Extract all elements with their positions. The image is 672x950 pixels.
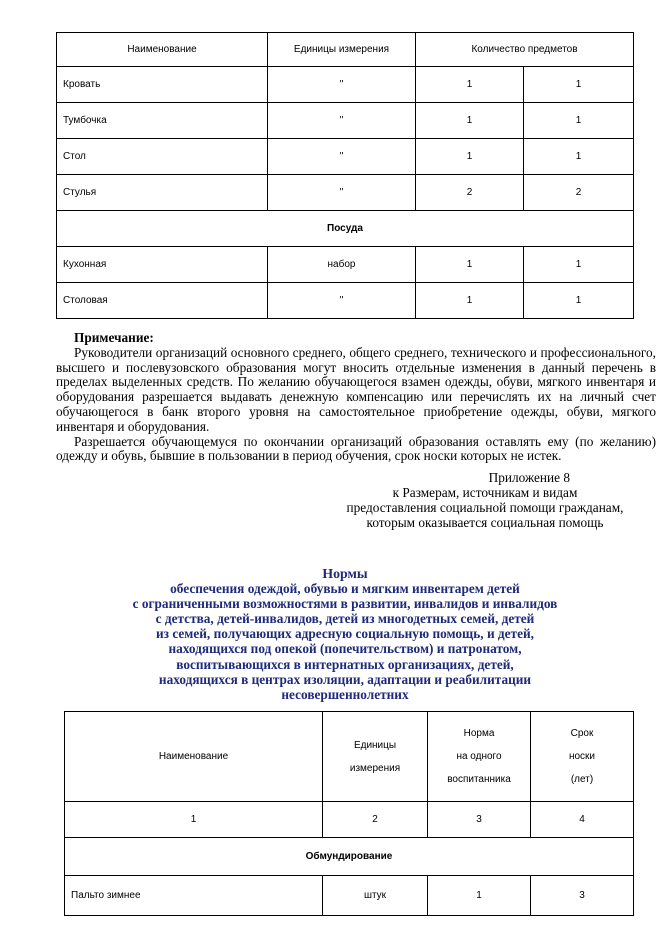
col-number: 3: [428, 802, 531, 838]
row-units: штук: [323, 876, 428, 916]
header-units-line: измерения: [349, 762, 401, 774]
section-row: [57, 211, 634, 247]
column-number-row: [65, 802, 634, 838]
note-paragraph-2: Разрешается обучающемуся по окончании организаций образования оставлять ему (по желанию) одежду и обувь, бывшие в пользовании в период обучения, срок носки которых не истек.: [56, 433, 656, 464]
header-norm-line: воспитанника: [447, 774, 511, 785]
row-qty-1: 2: [416, 175, 524, 211]
row-qty-1: 1: [416, 139, 524, 175]
table-header-row: [57, 33, 634, 67]
row-qty-2: 1: [524, 283, 634, 319]
norms-line: воспитывающихся в интернатных организациях, детей,: [176, 656, 514, 672]
norms-line: находящихся в центрах изоляции, адаптации и реабилитации: [158, 671, 532, 687]
row-term: 3: [531, 876, 634, 916]
table-row: [57, 139, 634, 175]
section-row: [65, 838, 634, 876]
row-name: Кровать: [57, 67, 268, 103]
norms-line: с детства, детей-инвалидов, детей из многодетных семей, детей: [155, 611, 535, 627]
norms-table: [64, 711, 634, 916]
header-units: [323, 712, 428, 802]
table-row: [65, 876, 634, 916]
header-name: Наименование: [65, 712, 323, 802]
row-qty-1: 1: [416, 283, 524, 319]
row-qty-1: 1: [416, 247, 524, 283]
table-row: [57, 67, 634, 103]
header-quantity: Количество предметов: [416, 33, 634, 67]
table-row: [57, 103, 634, 139]
appendix-line: предоставления социальной помощи гражданам,: [346, 500, 624, 515]
row-units: ": [268, 67, 416, 103]
note-title: Примечание:: [74, 330, 154, 345]
appendix-line: к Размерам, источникам и видам: [392, 485, 578, 500]
header-term: [531, 712, 634, 802]
appendix-number: Приложение 8: [488, 470, 570, 485]
header-term-line: носки: [568, 751, 596, 762]
note-block: [56, 331, 656, 464]
row-name: Столовая: [57, 283, 268, 319]
norms-heading: [60, 566, 630, 702]
norms-title: Нормы: [322, 566, 368, 581]
header-name: Наименование: [57, 33, 268, 67]
row-name: Стулья: [57, 175, 268, 211]
row-name: Стол: [57, 139, 268, 175]
row-qty-1: 1: [416, 103, 524, 139]
col-number: 1: [65, 802, 323, 838]
row-qty-2: 1: [524, 139, 634, 175]
table-row: [57, 247, 634, 283]
norms-line: несовершеннолетних: [281, 686, 409, 702]
header-units: Единицы измерения: [268, 33, 416, 67]
header-norm-line: Норма: [463, 728, 495, 739]
row-norm: 1: [428, 876, 531, 916]
row-name: Пальто зимнее: [65, 876, 323, 916]
col-number: 2: [323, 802, 428, 838]
row-units: набор: [268, 247, 416, 283]
row-qty-2: 1: [524, 67, 634, 103]
header-term-line: (лет): [570, 774, 594, 785]
row-qty-2: 1: [524, 247, 634, 283]
row-units: ": [268, 175, 416, 211]
norms-line: находящихся под опекой (попечительством) и патронатом,: [168, 641, 522, 657]
header-norm: [428, 712, 531, 802]
row-units: ": [268, 283, 416, 319]
section-title: Обмундирование: [65, 838, 634, 876]
row-name: Тумбочка: [57, 103, 268, 139]
norms-line: обеспечения одеждой, обувью и мягким инвентарем детей: [170, 581, 520, 597]
row-units: ": [268, 139, 416, 175]
note-paragraph-1: Руководители организаций основного среднего, общего среднего, технического и профессионального, высшего и послевузовского образования могут вносить отдельные изменения в данный перечень в пределах выделенных средств. По желанию обучающегося взамен одежды, обуви, мягкого инвентаря и оборудования разрешается выдавать денежную компенсацию или перечислять их на личный счет обучающегося в банк второго уровня на самостоятельное приобретение одежды, обуви, мягкого инвентаря и оборудования.: [56, 344, 656, 434]
row-qty-2: 1: [524, 103, 634, 139]
norms-line: из семей, получающих адресную социальную помощь, и детей,: [156, 626, 534, 642]
header-norm-line: на одного: [456, 751, 502, 762]
header-units-line: Единицы: [353, 739, 397, 751]
appendix-line: которым оказывается социальная помощь: [366, 515, 604, 530]
row-units: ": [268, 103, 416, 139]
norms-line: с ограниченными возможностями в развитии, инвалидов и инвалидов: [132, 596, 558, 612]
items-table: [56, 32, 634, 319]
row-name: Кухонная: [57, 247, 268, 283]
col-number: 4: [531, 802, 634, 838]
row-qty-2: 2: [524, 175, 634, 211]
row-qty-1: 1: [416, 67, 524, 103]
header-term-line: Срок: [570, 728, 594, 739]
section-title: Посуда: [57, 211, 634, 247]
appendix-block: [330, 470, 640, 530]
table-row: [57, 175, 634, 211]
table-header-row: [65, 712, 634, 802]
table-row: [57, 283, 634, 319]
